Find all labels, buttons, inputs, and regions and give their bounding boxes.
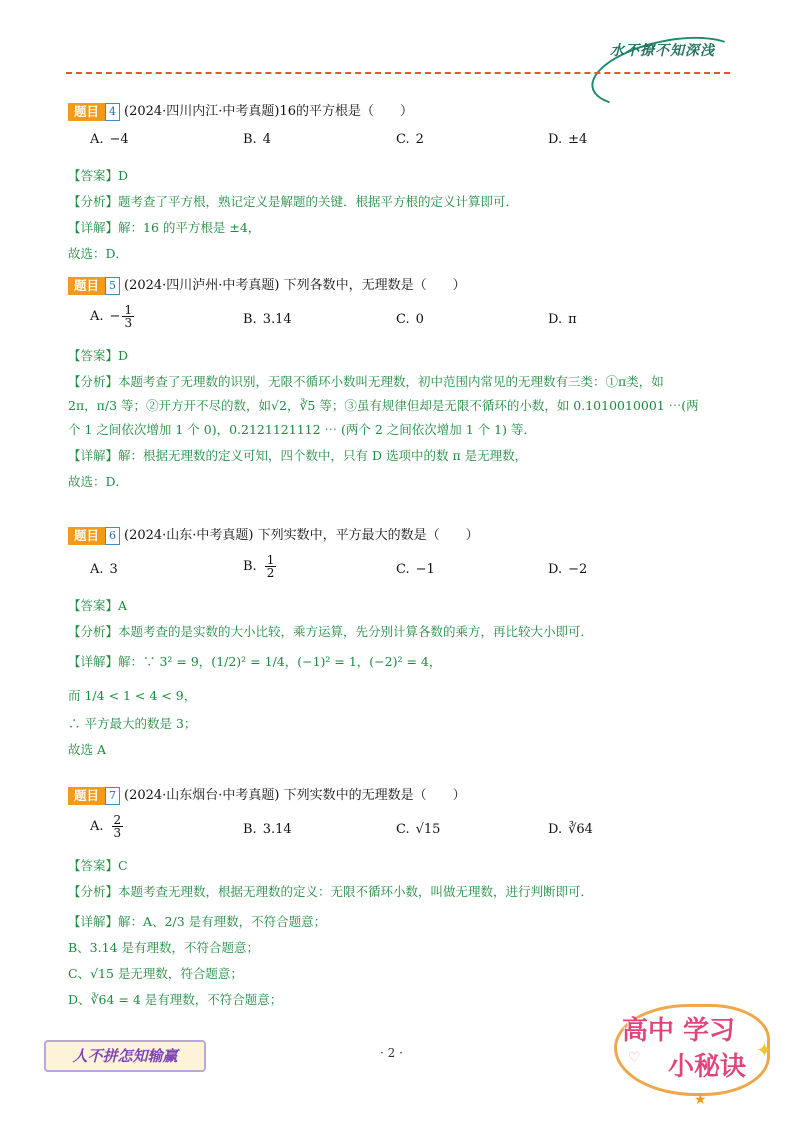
page-number: · 2 · — [380, 1046, 403, 1060]
question-4 — [68, 102, 588, 264]
question-tag: 题目 — [68, 103, 105, 121]
answer-line: 【答案】D — [68, 348, 129, 363]
option-d: D. ±4 — [548, 132, 588, 147]
detail-line: ∴ 平方最大的数是 3； — [68, 716, 197, 731]
question-6 — [68, 526, 593, 760]
sparkle-icon: ✦ — [756, 1038, 773, 1062]
header-slogan-logo — [588, 34, 758, 74]
option-b: B. 3.14 — [243, 312, 292, 327]
options-row — [68, 814, 593, 850]
detail-line: B、3.14 是有理数，不符合题意； — [68, 940, 259, 955]
analysis-line: 【分析】本题考查的是实数的大小比较，乘方运算，先分别计算各数的乘方，再比较大小即可． — [68, 624, 594, 639]
detail-line: 【详解】解：A、2/3 是有理数，不符合题意； — [68, 914, 327, 929]
option-a: A. − $\frac{1}{3}$ — [90, 303, 133, 330]
option-b: B. 3.14 — [243, 822, 292, 837]
answer-line: 【答案】A — [68, 598, 128, 613]
analysis-line: 【分析】本题考查无理数，根据无理数的定义：无限不循环小数，叫做无理数，进行判断即可． — [68, 884, 594, 899]
option-b: B. $\frac{1}{2}$ — [243, 553, 275, 580]
answer-line: 【答案】C — [68, 858, 128, 873]
footer-slogan-box: 人不拼怎知输赢 — [44, 1040, 206, 1072]
question-stem: (2024·四川内江·中考真题)16的平方根是（ ） — [124, 104, 414, 119]
fraction: $\frac{1}{2}$ — [266, 553, 275, 580]
detail-line: 【详解】解：根据无理数的定义可知，四个数中，只有 D 选项中的数 π 是无理数， — [68, 448, 528, 463]
options-row — [68, 554, 593, 590]
detail-line: 故选：D． — [68, 246, 129, 261]
badge-line-1: 高中 学习 — [622, 1016, 736, 1046]
question-number: 6 — [105, 527, 120, 545]
fraction: $\frac{1}{3}$ — [124, 303, 133, 330]
heart-icon: ♡ — [628, 1050, 641, 1066]
analysis-line: 2π，π/3 等；②开方开不尽的数，如√2，∛5 等；③虽有规律但却是无限不循环的小数，如 0.1010010001 ⋯(两 — [68, 398, 699, 413]
analysis-line: 【分析】本题考查了无理数的识别，无限不循环小数叫无理数，初中范围内常见的无理数有三类：①π类，如 — [68, 374, 664, 389]
option-d: D. ∛64 — [548, 822, 593, 837]
detail-line: 而 1/4 < 1 < 4 < 9， — [68, 688, 197, 703]
badge-line-2: 小秘诀 — [668, 1052, 747, 1082]
header-slogan-text: 水不撩不知深浅 — [610, 43, 715, 59]
option-c: C. √15 — [396, 822, 441, 837]
question-5 — [68, 276, 699, 492]
question-stem: (2024·山东·中考真题) 下列实数中，平方最大的数是（ ） — [124, 528, 479, 543]
question-stem: (2024·四川泸州·中考真题) 下列各数中，无理数是（ ） — [124, 278, 466, 293]
options-row — [68, 130, 588, 160]
option-c: C. −1 — [396, 562, 435, 577]
detail-line: 【详解】解：∵ 3² = 9，(1/2)² = 1/4，(−1)² = 1，(−2)² = 4， — [68, 654, 442, 669]
study-tips-badge-logo — [608, 1000, 776, 1108]
option-d: D. π — [548, 312, 577, 327]
detail-line: C、√15 是无理数，符合题意； — [68, 966, 243, 981]
detail-line: 【详解】解：16 的平方根是 ±4， — [68, 220, 261, 235]
option-c: C. 0 — [396, 312, 424, 327]
option-a: A. $\frac{2}{3}$ — [90, 813, 122, 840]
star-icon: ★ — [694, 1092, 707, 1108]
option-b: B. 4 — [243, 132, 271, 147]
question-tag: 题目 — [68, 277, 105, 295]
options-row — [68, 304, 699, 340]
question-7 — [68, 786, 593, 1010]
fraction: $\frac{2}{3}$ — [113, 813, 122, 840]
question-number: 4 — [105, 103, 120, 121]
answer-line: 【答案】D — [68, 168, 129, 183]
question-number: 5 — [105, 277, 120, 295]
detail-line: 故选：D． — [68, 474, 129, 489]
analysis-line: 个 1 之间依次增加 1 个 0)，0.2121121112 ⋯ (两个 2 之间依次增加 1 个 1) 等． — [68, 422, 536, 437]
question-stem: (2024·山东烟台·中考真题) 下列实数中的无理数是（ ） — [124, 788, 466, 803]
question-tag: 题目 — [68, 527, 105, 545]
analysis-line: 【分析】题考查了平方根，熟记定义是解题的关键．根据平方根的定义计算即可． — [68, 194, 519, 209]
option-a: A. −4 — [90, 132, 129, 147]
detail-line: D、∛64 = 4 是有理数，不符合题意； — [68, 992, 283, 1007]
detail-line: 故选 A — [68, 742, 107, 757]
option-a: A. 3 — [90, 562, 118, 577]
option-c: C. 2 — [396, 132, 424, 147]
option-d: D. −2 — [548, 562, 588, 577]
question-number: 7 — [105, 787, 120, 805]
header-divider — [66, 72, 730, 74]
question-tag: 题目 — [68, 787, 105, 805]
